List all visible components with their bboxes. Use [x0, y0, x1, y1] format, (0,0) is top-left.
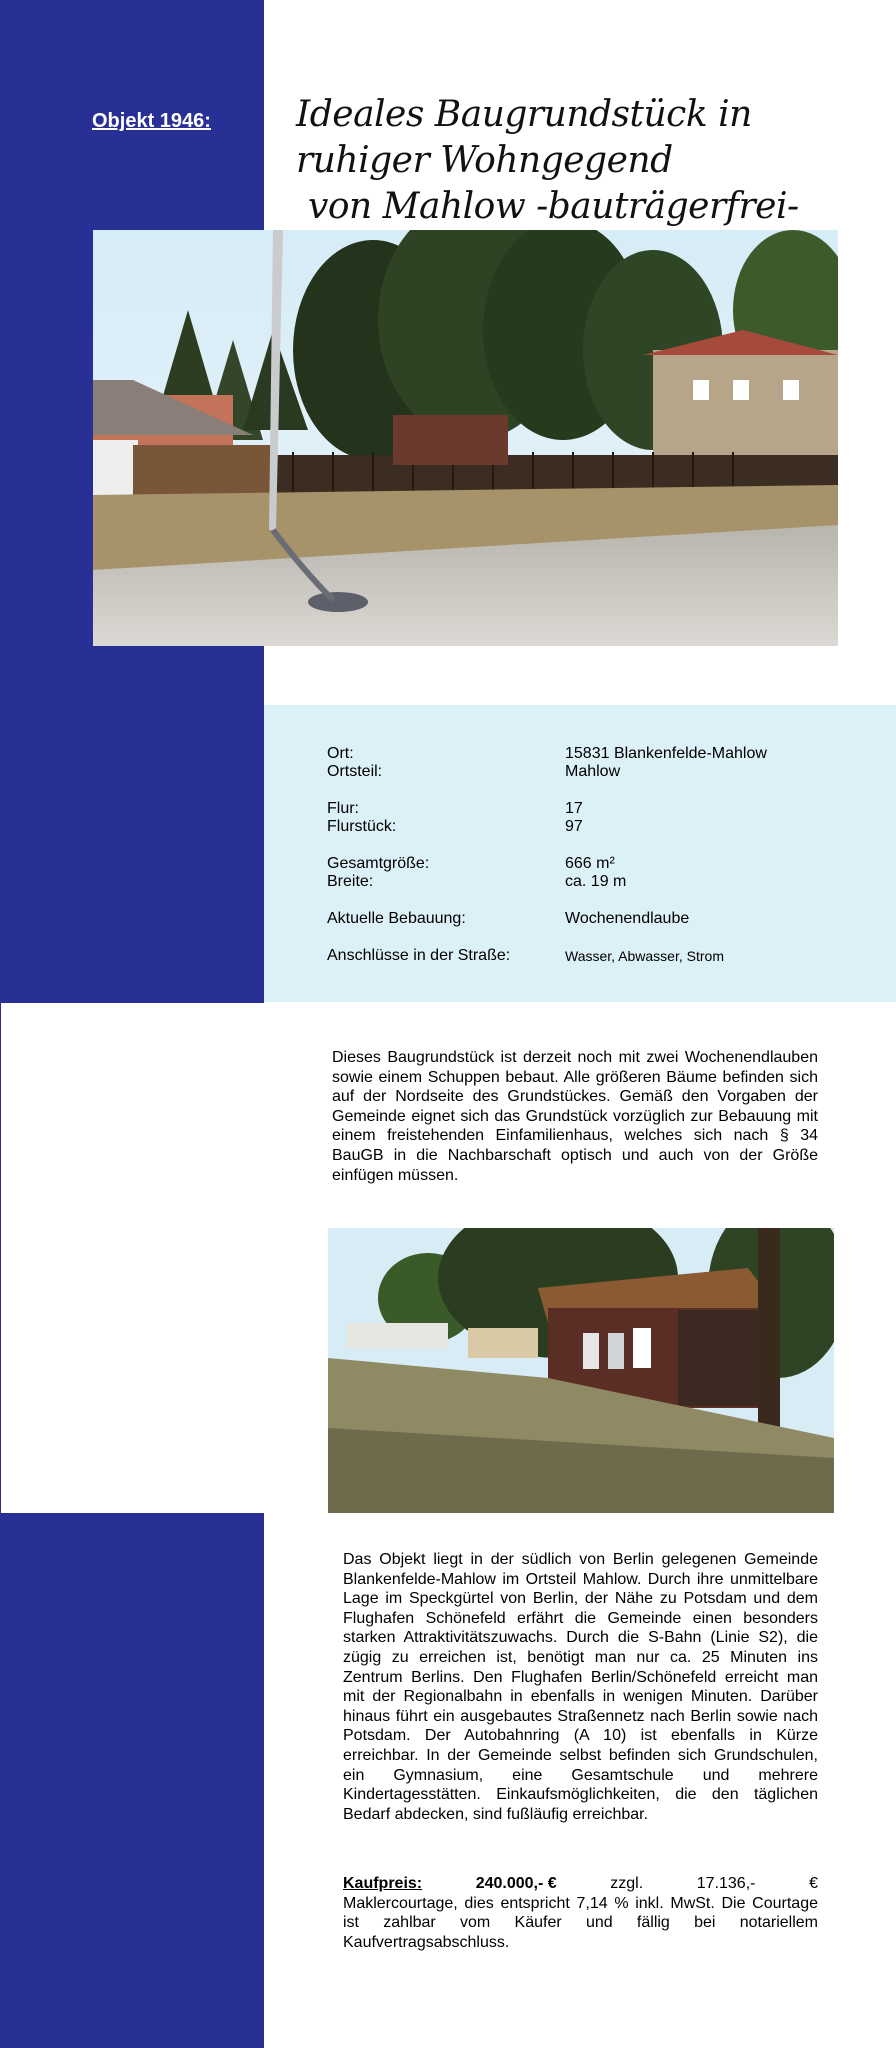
property-photo-street: [93, 230, 838, 646]
ortsteil-value: Mahlow: [565, 763, 621, 780]
price-amount: 240.000,- €: [475, 1875, 557, 1892]
flur-value: 17: [565, 800, 583, 817]
price-zzgl: zzgl.: [610, 1875, 644, 1892]
ortsteil-label: Ortsteil:: [327, 763, 383, 780]
bebauung-label: Aktuelle Bebauung:: [327, 910, 466, 927]
object-number: Objekt 1946:: [92, 110, 211, 132]
ort-value: 15831 Blankenfelde-Mahlow: [565, 745, 767, 762]
courtage-text: Maklercourtage, dies entspricht 7,14 % inkl. MwSt. Die Courtage ist zahlbar vom Käufer und fällig bei notariellem Kaufvertragsabschluss.: [343, 1894, 818, 1951]
gesamtgroesse-label: Gesamtgröße:: [327, 855, 430, 872]
price-label: Kaufpreis:: [343, 1875, 423, 1892]
breite-label: Breite:: [327, 873, 374, 890]
ort-label: Ort:: [327, 745, 354, 762]
flur-label: Flur:: [327, 800, 359, 817]
property-details-box: [264, 705, 896, 1002]
property-photo-garden: [328, 1228, 834, 1513]
flurstueck-label: Flurstück:: [327, 818, 397, 835]
page-title: [296, 92, 856, 230]
gesamtgroesse-value: 666 m²: [565, 855, 615, 872]
courtage-currency: €: [809, 1875, 818, 1892]
courtage-amount: 17.136,-: [696, 1875, 756, 1892]
location-paragraph: Das Objekt liegt in der südlich von Berlin gelegenen Gemeinde Blankenfelde-Mahlow im Ortsteil Mahlow. Durch ihre unmittelbare Lage im Speckgürtel von Berlin, der Nähe zu Potsdam und dem Flughafen Schönefeld erfährt die Gemeinde einen besonders starken Attraktivitätszuwachs. Durch die S-Bahn (Linie S2), die zügig zu erreichen ist, benötigt man nur ca. 25 Minuten ins Zentrum Berlins. Den Flughafen Berlin/Schönefeld erreicht man mit der Regionalbahn in ebenfalls in wenigen Minuten. Darüber hinaus führt ein ausgebautes Straßennetz nach Berlin sowie nach Potsdam. Der Autobahnring (A 10) ist ebenfalls in Kürze erreichbar. In der Gemeinde selbst befinden sich Grundschulen, ein Gymnasium, eine Gesamtschule und mehrere Kindertagesstätten. Einkaufsmöglichkeiten, die den täglichen Bedarf abdecken, sind fußläufig erreichbar.: [343, 1551, 818, 1823]
anschluesse-label: Anschlüsse in der Straße:: [327, 947, 511, 964]
bebauung-value: Wochenendlaube: [565, 910, 690, 927]
title-line-2: von Mahlow -bauträgerfrei-: [308, 186, 799, 227]
breite-value: ca. 19 m: [565, 873, 627, 890]
price-section: [343, 1874, 818, 1952]
sidebar-gap: [1, 1003, 264, 1513]
title-line-1: Ideales Baugrundstück in ruhiger Wohngegend: [296, 94, 752, 181]
flurstueck-value: 97: [565, 818, 583, 835]
anschluesse-value: Wasser, Abwasser, Strom: [565, 948, 724, 964]
description-paragraph: Dieses Baugrundstück ist derzeit noch mit zwei Wochenendlauben sowie einem Schuppen bebaut. Alle größeren Bäume befinden sich auf der Nordseite des Grundstückes. Gemäß den Vorgaben der Gemeinde eignet sich das Grundstück vorzüglich zur Bebauung mit einem freistehenden Einfamilienhaus, welches sich nach § 34 BauGB in die Nachbarschaft optisch und auch von der Größe einfügen müssen.: [332, 1049, 818, 1184]
